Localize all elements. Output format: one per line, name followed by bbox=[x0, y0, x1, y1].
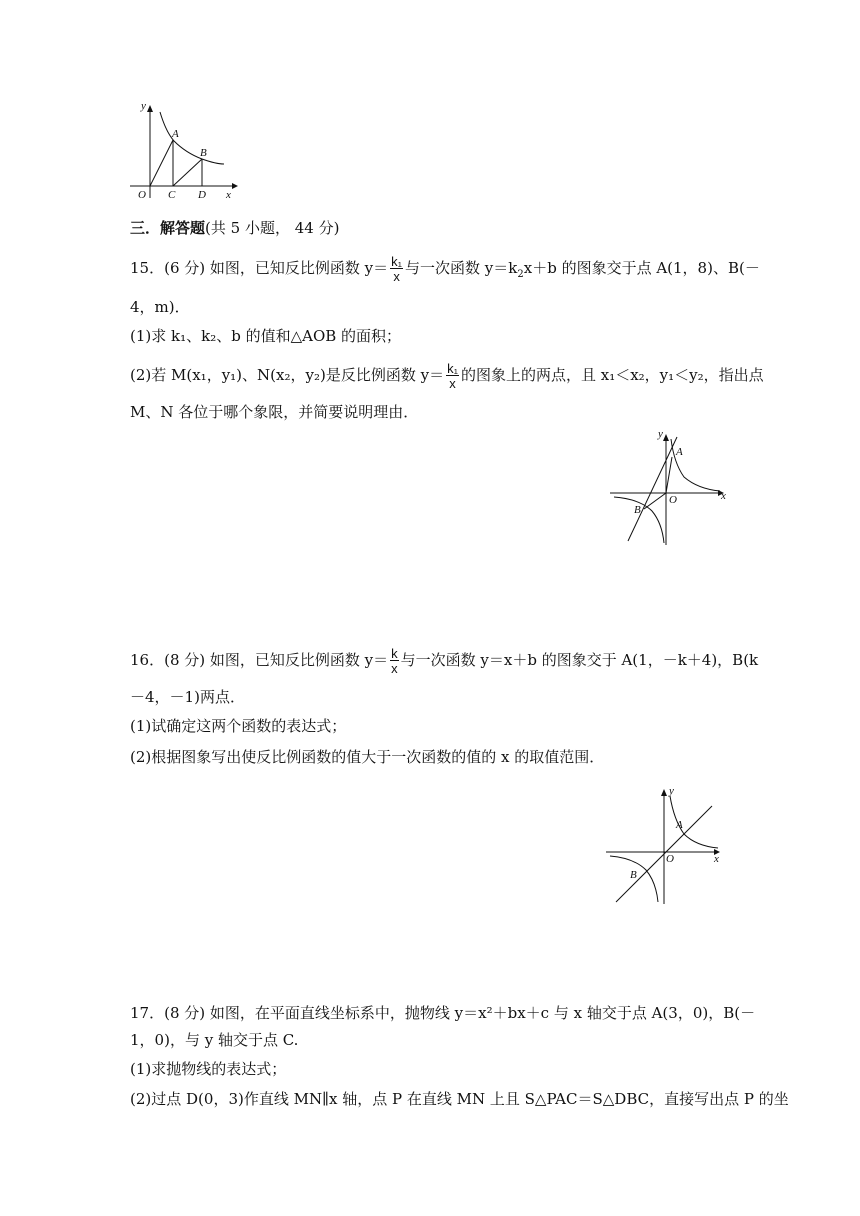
line-AB bbox=[628, 437, 677, 541]
q15-line-1: 15．(6 分) 如图，已知反比例函数 y＝ $\frac{\text{k₁}}{x}$ 与一次函数 $y=k_2x+b$ 的图象交于点 A(1，8)、B(－ bbox=[130, 254, 760, 284]
label-y: y bbox=[658, 428, 663, 440]
y-axis-arrow bbox=[661, 789, 667, 796]
label-y: y bbox=[669, 785, 674, 797]
label-O: O bbox=[138, 189, 146, 201]
q15-part-2-cont: M、N 各位于哪个象限，并简要说明理由． bbox=[130, 403, 419, 421]
label-y: y bbox=[141, 100, 146, 112]
label-O: O bbox=[669, 494, 677, 506]
q15-number: 15．(6 分) bbox=[130, 259, 206, 277]
label-D: D bbox=[198, 189, 206, 201]
q15-part-1: (1)求 k₁、k₂、b 的值和△AOB 的面积； bbox=[130, 327, 402, 345]
q15-line-2: 4，m)． bbox=[130, 298, 190, 316]
q17-part-1: (1)求抛物线的表达式； bbox=[130, 1060, 287, 1078]
q16-part-2: (2)根据图象写出使反比例函数的值大于一次函数的值的 x 的取值范围． bbox=[130, 748, 605, 766]
q15-fraction-k1-over-x-2: $\frac{\text{k₁}}{x}$ bbox=[447, 361, 458, 391]
q17-line-2: 1，0)，与 y 轴交于点 C. bbox=[130, 1031, 299, 1049]
y-axis-arrow bbox=[663, 434, 669, 441]
segment-OA bbox=[666, 457, 672, 493]
label-A: A bbox=[172, 128, 179, 140]
q15-fraction-k1-over-x: $\frac{\text{k₁}}{x}$ bbox=[391, 254, 403, 284]
q16-fraction-k-over-x: $\frac{k}{x}$ bbox=[391, 646, 398, 676]
y-axis-arrow bbox=[147, 105, 153, 112]
label-C: C bbox=[168, 189, 176, 201]
segment-CB bbox=[173, 159, 202, 186]
figure-q16-graph bbox=[602, 784, 732, 908]
figure-top-graph bbox=[128, 98, 240, 203]
section-heading bbox=[130, 218, 339, 238]
q16-number: 16．(8 分) bbox=[130, 651, 206, 669]
label-A: A bbox=[676, 819, 683, 831]
section-title: 三．解答题 bbox=[130, 219, 206, 237]
label-B: B bbox=[634, 504, 641, 516]
q17-number: 17．(8 分) bbox=[130, 1004, 206, 1022]
q16-line-1: 16．(8 分) 如图，已知反比例函数 y＝ $\frac{k}{x}$ 与一次函数 y＝x＋b 的图象交于 A(1，－k＋4)，B(k bbox=[130, 646, 759, 676]
x-axis-arrow bbox=[232, 183, 238, 189]
hyperbola-curve bbox=[160, 112, 224, 164]
label-x: x bbox=[721, 490, 726, 502]
label-O: O bbox=[666, 853, 674, 865]
q15-part-2: (2)若 M(x₁，y₁)、N(x₂，y₂)是反比例函数 y＝ $\frac{\text{k₁}}{x}$ 的图象上的两点，且 x₁＜x₂，y₁＜y₂，指出点 bbox=[130, 361, 764, 391]
section-meta: (共 5 小题， 44 分) bbox=[205, 219, 340, 237]
q16-part-1: (1)试确定这两个函数的表达式； bbox=[130, 717, 347, 735]
label-B: B bbox=[630, 869, 637, 881]
q17-line-1: 17．(8 分) 如图，在平面直线坐标系中，抛物线 y＝x²＋bx＋c 与 x 轴交于点 A(3，0)，B(－ bbox=[130, 1004, 756, 1022]
q16-line-2: －4，－1)两点． bbox=[130, 688, 245, 706]
label-x: x bbox=[714, 853, 719, 865]
figure-q15-graph bbox=[604, 425, 734, 547]
label-x: x bbox=[226, 189, 231, 201]
q17-part-2: (2)过点 D(0，3)作直线 MN∥x 轴，点 P 在直线 MN 上且 S△PAC＝S△DBC，直接写出点 P 的坐 bbox=[130, 1090, 789, 1108]
label-A: A bbox=[676, 446, 683, 458]
label-B: B bbox=[200, 147, 207, 159]
segment-OA bbox=[150, 140, 173, 186]
